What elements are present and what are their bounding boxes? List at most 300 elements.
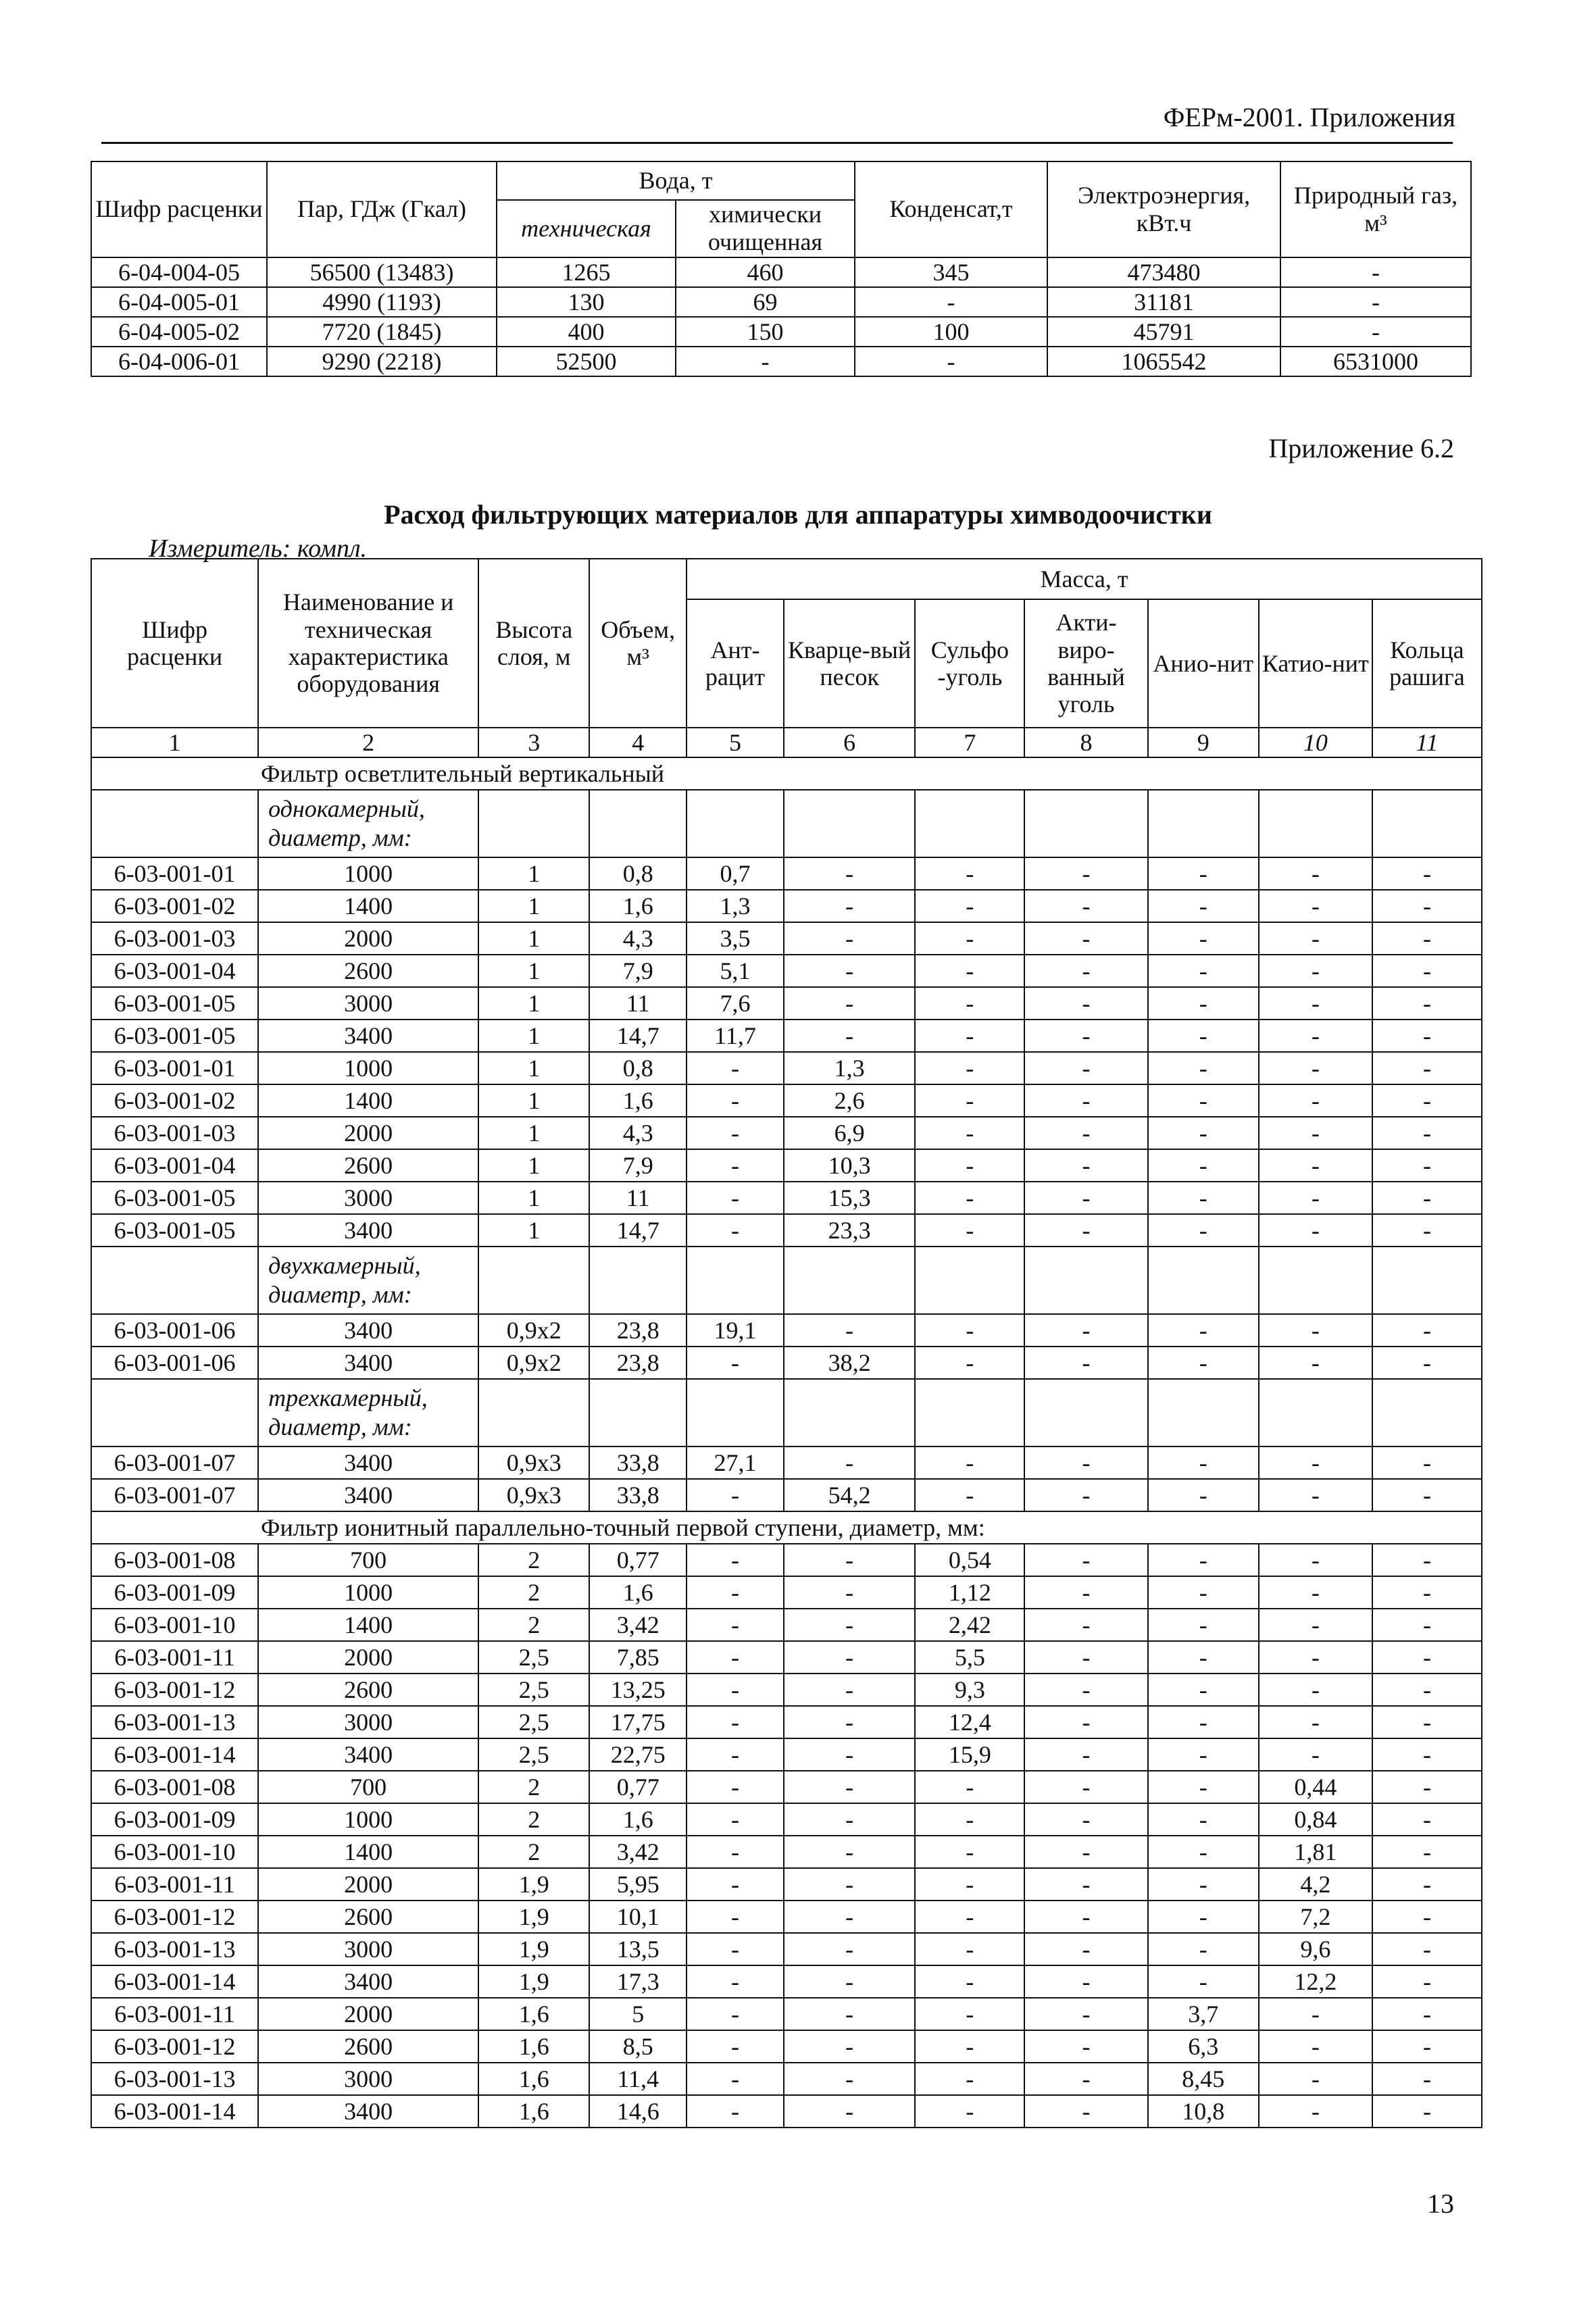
table-cell: 9290 (2218) [267, 347, 497, 376]
table-cell: - [1259, 1149, 1372, 1182]
table-cell: 2,6 [784, 1084, 915, 1117]
table-cell: - [915, 1836, 1024, 1868]
table-row [91, 1998, 1482, 2030]
table-cell: - [1372, 1314, 1482, 1347]
empty-cell [589, 1247, 687, 1314]
table-cell: 54,2 [784, 1479, 915, 1511]
col-header-condensate: Конденсат,т [855, 161, 1047, 257]
table-cell: - [1259, 1738, 1372, 1771]
table-cell: - [1024, 1576, 1147, 1609]
section-heading: Фильтр осветлительный вертикальный [91, 757, 1482, 790]
table-cell: - [1372, 1447, 1482, 1479]
table-cell: 1,6 [478, 1998, 589, 2030]
table-cell: - [1259, 1347, 1372, 1379]
table-cell: 11,4 [589, 2063, 687, 2095]
table-cell: 6-03-001-04 [91, 1149, 258, 1182]
table-cell: - [855, 287, 1047, 317]
table-row [91, 1479, 1482, 1511]
section-row [91, 757, 1482, 790]
subheading-row [91, 790, 1482, 857]
table-cell: - [1024, 1020, 1147, 1052]
table-cell: - [1024, 1544, 1147, 1576]
appendix-label: Приложение 6.2 [1268, 433, 1454, 463]
table-cell: - [1259, 1641, 1372, 1674]
table-cell: 17,3 [589, 1965, 687, 1998]
table-cell: 2000 [258, 1641, 478, 1674]
table-cell: 3000 [258, 1933, 478, 1965]
table-cell: - [915, 1771, 1024, 1803]
table-cell: - [1148, 1182, 1259, 1214]
table-cell: 6-03-001-07 [91, 1447, 258, 1479]
col-header-anthracite: Ант-рацит [687, 599, 784, 728]
table-cell: 22,75 [589, 1738, 687, 1771]
table-cell: - [1372, 1182, 1482, 1214]
table-cell: - [1280, 317, 1471, 347]
table-cell: 33,8 [589, 1447, 687, 1479]
table-cell: 5 [589, 1998, 687, 2030]
table-cell: 1000 [258, 1803, 478, 1836]
table-cell: - [1024, 1149, 1147, 1182]
page-header-title: ФЕРм-2001. Приложения [1163, 102, 1455, 132]
table-cell: 2,5 [478, 1738, 589, 1771]
table-cell: - [855, 347, 1047, 376]
table-cell: - [784, 2063, 915, 2095]
table-cell: 33,8 [589, 1479, 687, 1511]
table-cell: - [1148, 1674, 1259, 1706]
table-cell: 6-04-004-05 [91, 257, 267, 287]
col-header-anionite: Анио-нит [1148, 599, 1259, 728]
table-cell: - [1372, 1998, 1482, 2030]
table-row [91, 1447, 1482, 1479]
table-cell: 345 [855, 257, 1047, 287]
table-cell: 1,6 [589, 1084, 687, 1117]
table-cell: - [1372, 1641, 1482, 1674]
empty-cell [687, 790, 784, 857]
table-row [91, 2030, 1482, 2063]
table-cell: 1000 [258, 857, 478, 890]
table-cell: 3,42 [589, 1836, 687, 1868]
table-cell: 1,81 [1259, 1836, 1372, 1868]
table-cell: 2 [478, 1544, 589, 1576]
table-cell: - [1259, 1117, 1372, 1149]
table-cell: 10,8 [1148, 2095, 1259, 2128]
page-number: 13 [1427, 2188, 1454, 2219]
column-number: 3 [478, 728, 589, 757]
col-header-electricity: Электроэнергия, кВт.ч [1047, 161, 1280, 257]
table-cell: - [915, 1052, 1024, 1084]
table-cell: - [1024, 1084, 1147, 1117]
column-number: 8 [1024, 728, 1147, 757]
table-cell: 1000 [258, 1576, 478, 1609]
table-cell: - [687, 2063, 784, 2095]
column-number: 1 [91, 728, 258, 757]
table-cell: - [1259, 1544, 1372, 1576]
table-cell: 1400 [258, 890, 478, 922]
table-cell: 1400 [258, 1084, 478, 1117]
table-cell: - [687, 1084, 784, 1117]
header-divider [101, 142, 1453, 144]
table-cell: - [687, 1347, 784, 1379]
table-row [91, 1214, 1482, 1247]
table-cell: - [687, 1771, 784, 1803]
table-cell: 3400 [258, 1738, 478, 1771]
table-cell: - [1372, 2030, 1482, 2063]
table-cell: - [1148, 1117, 1259, 1149]
table-cell: - [1259, 1447, 1372, 1479]
table-cell: 6-03-001-04 [91, 955, 258, 987]
table-cell: 4990 (1193) [267, 287, 497, 317]
table-cell: - [1024, 1965, 1147, 1998]
empty-cell [91, 1247, 258, 1314]
table-cell: - [1148, 1314, 1259, 1347]
table-cell: 6-03-001-05 [91, 1182, 258, 1214]
col-header-water: Вода, т [497, 161, 855, 200]
table-cell: - [915, 1214, 1024, 1247]
table-cell: 4,3 [589, 922, 687, 955]
table-cell: - [1148, 1020, 1259, 1052]
table-cell: 3400 [258, 1214, 478, 1247]
table-cell: 6-03-001-12 [91, 2030, 258, 2063]
table-cell: - [1259, 1479, 1372, 1511]
column-number: 7 [915, 728, 1024, 757]
table-cell: - [915, 1933, 1024, 1965]
empty-cell [478, 1379, 589, 1447]
table-cell: - [915, 1965, 1024, 1998]
empty-cell [1024, 790, 1147, 857]
table-cell: 0,7 [687, 857, 784, 890]
table-row [91, 1609, 1482, 1641]
table-cell: - [1024, 1347, 1147, 1379]
measure-unit: Измеритель: компл. [149, 534, 368, 563]
section-title: Расход фильтрующих материалов для аппаратуры химводоочистки [384, 499, 1212, 530]
table-cell: - [915, 1998, 1024, 2030]
table-cell: - [1259, 1706, 1372, 1738]
table-row [91, 1347, 1482, 1379]
table-cell: - [1148, 1052, 1259, 1084]
table-cell: - [915, 1901, 1024, 1933]
table-cell: 12,4 [915, 1706, 1024, 1738]
column-number: 11 [1372, 728, 1482, 757]
table-cell: - [1024, 2063, 1147, 2095]
table-row [91, 1933, 1482, 1965]
table-cell: - [784, 1674, 915, 1706]
table-cell: 10,3 [784, 1149, 915, 1182]
table-cell: 69 [676, 287, 855, 317]
table-cell: 7720 (1845) [267, 317, 497, 347]
table-cell: 0,8 [589, 857, 687, 890]
table-cell: - [1148, 1084, 1259, 1117]
empty-cell [1024, 1247, 1147, 1314]
table-cell: - [1372, 1117, 1482, 1149]
table-cell: - [915, 2063, 1024, 2095]
table-cell: - [1148, 1933, 1259, 1965]
table-cell: - [1024, 857, 1147, 890]
table-cell: 2 [478, 1836, 589, 1868]
table-cell: 3400 [258, 1020, 478, 1052]
table-cell: 1 [478, 1020, 589, 1052]
table-cell: 6-03-001-07 [91, 1479, 258, 1511]
table-cell: - [915, 922, 1024, 955]
table-cell: - [1148, 1771, 1259, 1803]
table-cell: 1,9 [478, 1965, 589, 1998]
table-cell: - [687, 2095, 784, 2128]
table-cell: 1,3 [784, 1052, 915, 1084]
table-cell: 1,3 [687, 890, 784, 922]
table-cell: 6-04-006-01 [91, 347, 267, 376]
table-cell: 1 [478, 987, 589, 1020]
table-cell: - [1372, 1965, 1482, 1998]
table-cell: - [1024, 1609, 1147, 1641]
table-cell: - [915, 1182, 1024, 1214]
table-cell: - [784, 1314, 915, 1347]
table-cell: 1 [478, 955, 589, 987]
col-header-code: Шифр расценки [91, 161, 267, 257]
col-header-cationite: Катио-нит [1259, 599, 1372, 728]
table-cell: - [1024, 1214, 1147, 1247]
table-cell: - [1280, 257, 1471, 287]
table-cell: - [1148, 1609, 1259, 1641]
table-cell: 0,9x3 [478, 1479, 589, 1511]
table-cell: 7,85 [589, 1641, 687, 1674]
table-cell: 1265 [497, 257, 676, 287]
table-cell: 0,9x3 [478, 1447, 589, 1479]
table-cell: 1,6 [478, 2063, 589, 2095]
table-cell: 6,3 [1148, 2030, 1259, 2063]
table-cell: 3000 [258, 1182, 478, 1214]
table-cell: 3400 [258, 2095, 478, 2128]
table-cell: - [1148, 987, 1259, 1020]
table-cell: 2 [478, 1609, 589, 1641]
table-cell: 6-03-001-12 [91, 1674, 258, 1706]
table-cell: - [1148, 1149, 1259, 1182]
col-header-gas: Природный газ, м³ [1280, 161, 1471, 257]
table-cell: - [784, 1609, 915, 1641]
table-cell: - [784, 955, 915, 987]
table-cell: 13,25 [589, 1674, 687, 1706]
table-cell: - [687, 1998, 784, 2030]
table-cell: - [1024, 922, 1147, 955]
table-cell: 1 [478, 1149, 589, 1182]
table-cell: 14,7 [589, 1020, 687, 1052]
col-header-code: Шифр расценки [91, 559, 258, 728]
table-cell: 11 [589, 987, 687, 1020]
table-cell: 0,84 [1259, 1803, 1372, 1836]
table-cell: - [1259, 1314, 1372, 1347]
table-row [91, 317, 1471, 347]
table-cell: - [1024, 1641, 1147, 1674]
table-cell: - [687, 1868, 784, 1901]
table-cell: - [784, 987, 915, 1020]
table-cell: - [915, 1084, 1024, 1117]
table-cell: - [784, 1020, 915, 1052]
table-cell: 2 [478, 1576, 589, 1609]
column-number: 4 [589, 728, 687, 757]
col-header-mass: Масса, т [687, 559, 1482, 599]
table-cell: - [1259, 1998, 1372, 2030]
table-cell: 15,3 [784, 1182, 915, 1214]
table-cell: 10,1 [589, 1901, 687, 1933]
table-cell: - [915, 1803, 1024, 1836]
table-row [91, 2095, 1482, 2128]
table-cell: 1,9 [478, 1901, 589, 1933]
table-cell: - [784, 1836, 915, 1868]
table-cell: 150 [676, 317, 855, 347]
empty-cell [784, 1379, 915, 1447]
table-row [91, 1314, 1482, 1347]
table-row [91, 987, 1482, 1020]
table-cell: - [687, 1836, 784, 1868]
table-cell: 6-03-001-14 [91, 1965, 258, 1998]
empty-cell [478, 790, 589, 857]
table-cell: 0,54 [915, 1544, 1024, 1576]
table-cell: - [687, 1641, 784, 1674]
table-cell: 1,9 [478, 1868, 589, 1901]
table-cell: - [915, 1868, 1024, 1901]
table-cell: - [1372, 1738, 1482, 1771]
table-cell: - [1372, 2095, 1482, 2128]
table-cell: 11 [589, 1182, 687, 1214]
table-cell: 5,1 [687, 955, 784, 987]
table-cell: - [1372, 922, 1482, 955]
table-cell: 8,5 [589, 2030, 687, 2063]
table-cell: - [1024, 2030, 1147, 2063]
table-cell: - [915, 890, 1024, 922]
table-cell: 6-03-001-06 [91, 1347, 258, 1379]
empty-cell [915, 790, 1024, 857]
table-cell: - [784, 1901, 915, 1933]
table-cell: - [784, 1803, 915, 1836]
table-cell: 3000 [258, 987, 478, 1020]
empty-cell [589, 790, 687, 857]
empty-cell [91, 1379, 258, 1447]
table-cell: 6-03-001-01 [91, 857, 258, 890]
subheading: трехкамерный, диаметр, мм: [258, 1379, 478, 1447]
table-cell: 19,1 [687, 1314, 784, 1347]
table-cell: - [784, 2095, 915, 2128]
table-cell: 1,9 [478, 1933, 589, 1965]
table-cell: 2000 [258, 1117, 478, 1149]
table-cell: - [1024, 1117, 1147, 1149]
table-cell: - [784, 857, 915, 890]
table-cell: - [1148, 1544, 1259, 1576]
table-cell: 2 [478, 1771, 589, 1803]
col-header-height: Высота слоя, м [478, 559, 589, 728]
table-cell: 2,5 [478, 1674, 589, 1706]
table-cell: - [1372, 857, 1482, 890]
table-cell: 6-03-001-09 [91, 1576, 258, 1609]
table-cell: - [1024, 2095, 1147, 2128]
table-cell: 27,1 [687, 1447, 784, 1479]
table-cell: 6-03-001-11 [91, 1868, 258, 1901]
empty-cell [784, 790, 915, 857]
table-cell: 1 [478, 1052, 589, 1084]
table-cell: - [1024, 1771, 1147, 1803]
table-cell: - [915, 955, 1024, 987]
col-header-water-chem: химически очищенная [676, 200, 855, 257]
table-cell: 1,6 [589, 1576, 687, 1609]
table-cell: - [1024, 1314, 1147, 1347]
table-cell: 17,75 [589, 1706, 687, 1738]
table-cell: - [1148, 922, 1259, 955]
table-cell: 2600 [258, 1901, 478, 1933]
column-number: 10 [1259, 728, 1372, 757]
table-row [91, 1117, 1482, 1149]
table-cell: - [1259, 857, 1372, 890]
empty-cell [1372, 790, 1482, 857]
table-cell: - [915, 1314, 1024, 1347]
table-cell: 6-03-001-06 [91, 1314, 258, 1347]
table-cell: - [687, 1117, 784, 1149]
table-row [91, 1803, 1482, 1836]
table-cell: 6,9 [784, 1117, 915, 1149]
table-cell: 6-04-005-02 [91, 317, 267, 347]
table-cell: 4,3 [589, 1117, 687, 1149]
col-header-activated-coal: Акти-виро-ванный уголь [1024, 599, 1147, 728]
table-cell: 8,45 [1148, 2063, 1259, 2095]
column-number: 6 [784, 728, 915, 757]
table-cell: 0,8 [589, 1052, 687, 1084]
table-cell: - [1259, 1084, 1372, 1117]
table-cell: 1,6 [589, 890, 687, 922]
table-cell: - [1372, 1149, 1482, 1182]
table-cell: 1 [478, 890, 589, 922]
table-cell: 2000 [258, 922, 478, 955]
subheading-row [91, 1247, 1482, 1314]
empty-cell [915, 1247, 1024, 1314]
table-cell: - [1259, 922, 1372, 955]
table-cell: 0,44 [1259, 1771, 1372, 1803]
empty-cell [1259, 1379, 1372, 1447]
table-cell: 6-03-001-10 [91, 1836, 258, 1868]
table-cell: 3400 [258, 1447, 478, 1479]
table-cell: - [784, 1576, 915, 1609]
table-cell: 1,12 [915, 1576, 1024, 1609]
table-cell: - [687, 1149, 784, 1182]
table-cell: - [1148, 1214, 1259, 1247]
table-cell: - [1280, 287, 1471, 317]
table-cell: - [1024, 1998, 1147, 2030]
table-cell: 2000 [258, 1998, 478, 2030]
table-cell: - [784, 1706, 915, 1738]
table-cell: - [784, 922, 915, 955]
table-cell: 14,7 [589, 1214, 687, 1247]
table-row [91, 890, 1482, 922]
table-cell: - [687, 2030, 784, 2063]
table-cell: 1,6 [589, 1803, 687, 1836]
table-cell: - [1024, 1836, 1147, 1868]
table-cell: - [1024, 1052, 1147, 1084]
empty-cell [1259, 790, 1372, 857]
table-cell: 400 [497, 317, 676, 347]
table-cell: 6-03-001-12 [91, 1901, 258, 1933]
col-header-rashig-rings: Кольца рашига [1372, 599, 1482, 728]
table-cell: 13,5 [589, 1933, 687, 1965]
table-cell: - [1259, 987, 1372, 1020]
table-cell: - [1259, 955, 1372, 987]
table-cell: 5,5 [915, 1641, 1024, 1674]
table-cell: - [1148, 1836, 1259, 1868]
table-cell: - [915, 1347, 1024, 1379]
empty-cell [1148, 1379, 1259, 1447]
table-cell: 6-03-001-02 [91, 1084, 258, 1117]
table-cell: - [1372, 890, 1482, 922]
table-cell: - [1372, 1576, 1482, 1609]
table-cell: - [687, 1738, 784, 1771]
table-cell: 6-03-001-08 [91, 1544, 258, 1576]
table-cell: - [1024, 1479, 1147, 1511]
table-cell: 6-03-001-09 [91, 1803, 258, 1836]
table-cell: - [1259, 1052, 1372, 1084]
